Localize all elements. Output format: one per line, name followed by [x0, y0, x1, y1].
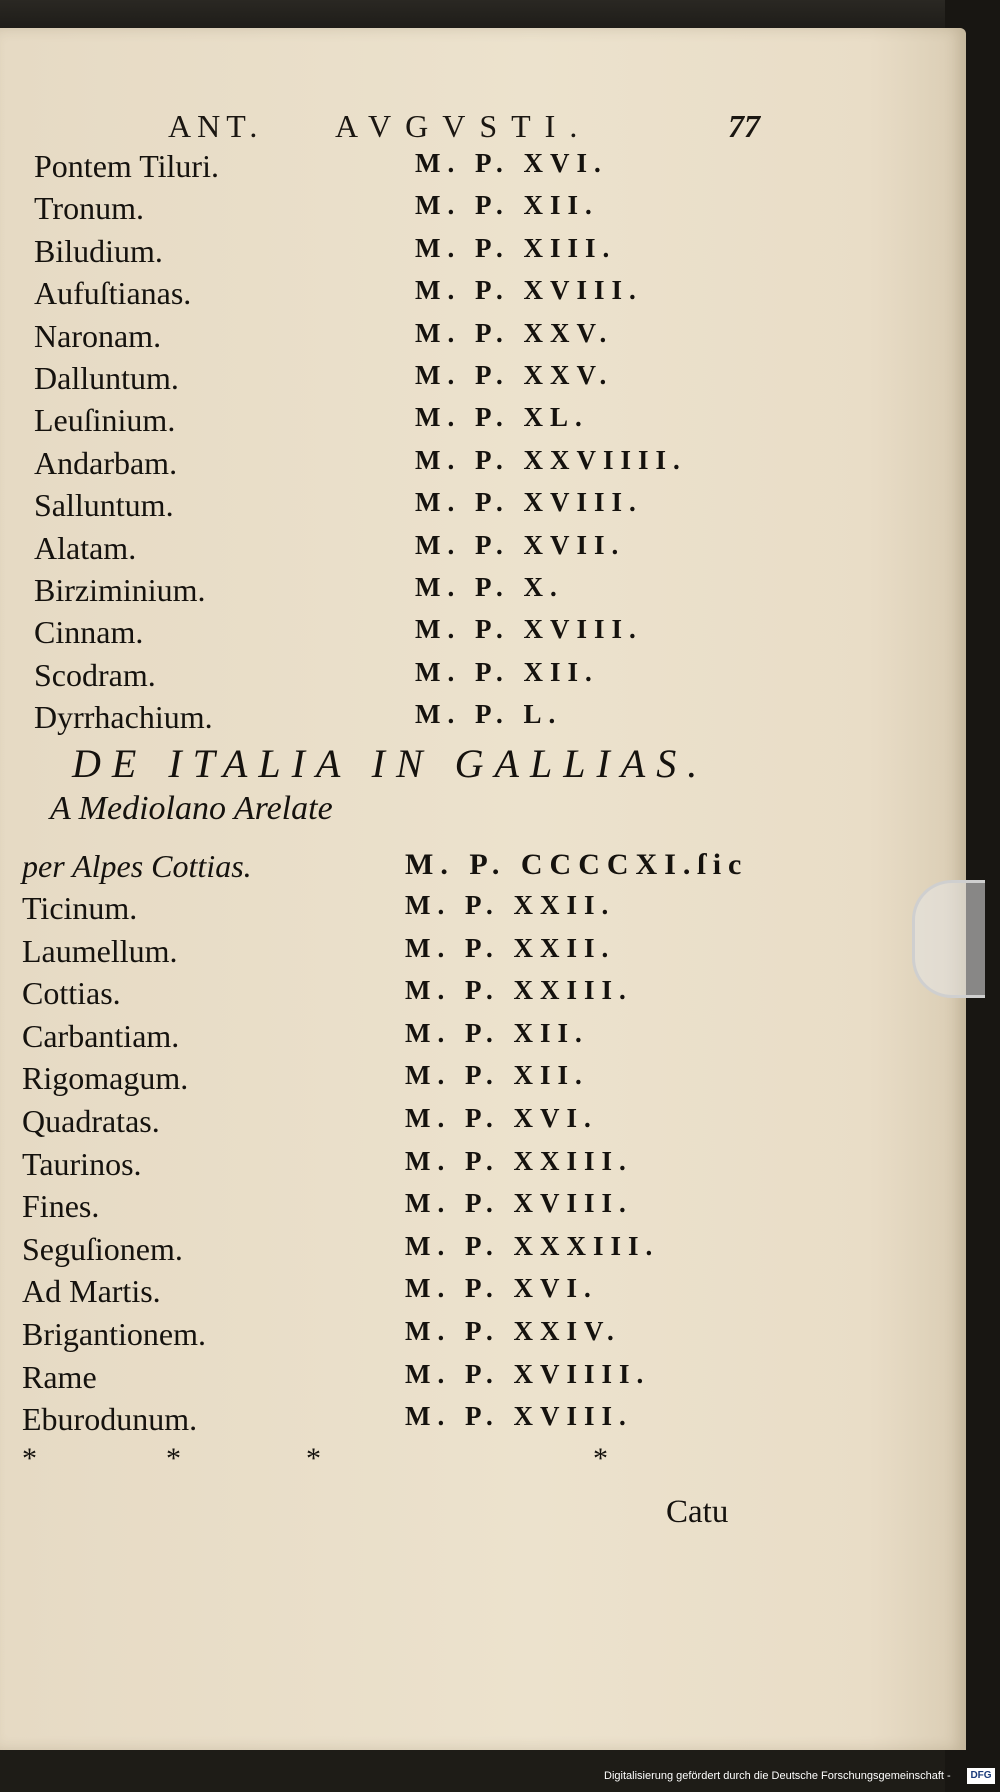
route-distance: M. P. XXXIII. — [405, 1230, 660, 1261]
route-distance: M. P. X. — [415, 572, 564, 602]
digitization-credit: Digitalisierung gefördert durch die Deutsche Forschungsgemeinschaft - — [604, 1770, 951, 1782]
route-row — [0, 890, 940, 930]
route-row — [0, 1188, 940, 1228]
route-row — [0, 275, 940, 315]
route-row — [0, 148, 940, 188]
route-place: Salluntum. — [34, 487, 174, 524]
route-row — [0, 360, 940, 400]
route-distance: M. P. XXV. — [415, 360, 614, 390]
route-distance: M. P. XII. — [405, 1017, 589, 1048]
route-row — [0, 402, 940, 442]
route-row — [0, 1060, 940, 1100]
route-row — [0, 487, 940, 527]
route-place: Rigomagum. — [22, 1060, 189, 1097]
route-distance: M. P. XL. — [415, 402, 589, 433]
route-row — [0, 1231, 940, 1271]
catchword: Catu — [666, 1494, 729, 1530]
route-place: Alatam. — [34, 529, 137, 566]
route-place: Eburodunum. — [22, 1401, 198, 1438]
ornament-star: * — [306, 1442, 321, 1475]
route-distance: M. P. XVIIII. — [405, 1358, 651, 1389]
route-distance: M. P. XXIII. — [405, 975, 633, 1006]
route-place: Ticinum. — [22, 890, 138, 926]
route-place: Andarbam. — [34, 444, 178, 481]
route-row — [0, 1273, 940, 1313]
route-row — [0, 699, 940, 739]
route-distance: M. P. XIII. — [415, 232, 617, 263]
route-distance: M. P. L. — [415, 699, 563, 730]
route-place: Pontem Tiluri. — [34, 148, 219, 184]
route-place: Quadratas. — [22, 1103, 160, 1139]
route-row — [0, 975, 940, 1015]
section-total-row — [0, 848, 940, 888]
route-row — [0, 530, 940, 570]
route-row — [0, 233, 940, 273]
route-place: per Alpes Cottias. — [22, 848, 252, 884]
route-place: Ad Martis. — [22, 1273, 161, 1310]
route-distance: M. P. XXV. — [415, 317, 614, 348]
route-place: Dalluntum. — [34, 360, 179, 396]
route-place: Biludium. — [34, 232, 163, 269]
route-row — [0, 1146, 940, 1186]
route-place: Leuſinium. — [34, 402, 176, 439]
section-title: DE ITALIA IN GALLIAS. — [72, 741, 709, 786]
route-row — [0, 933, 940, 973]
route-place: Aufuſtianas. — [34, 275, 192, 312]
route-row — [0, 657, 940, 697]
route-distance: M. P. XXII. — [405, 932, 616, 963]
route-place: Dyrrhachium. — [34, 699, 213, 736]
route-distance: M. P. XVI. — [405, 1103, 598, 1133]
running-header — [0, 108, 966, 152]
route-distance: M. P. XXIV. — [405, 1316, 621, 1346]
route-row — [0, 1103, 940, 1143]
route-place: Tronum. — [34, 190, 144, 227]
route-row — [0, 1018, 940, 1058]
route-row — [0, 1401, 940, 1441]
route-place: Fines. — [22, 1188, 100, 1225]
dfg-logo: DFG — [967, 1768, 995, 1784]
ornament-star: * — [22, 1442, 37, 1475]
route-place: Carbantiam. — [22, 1017, 180, 1054]
route-distance: M. P. XII. — [405, 1060, 589, 1091]
route-place: Rame — [22, 1358, 97, 1395]
ornament-star: * — [593, 1442, 608, 1475]
route-distance: M. P. XVIII. — [405, 1401, 633, 1432]
route-distance: M. P. XVIII. — [415, 614, 643, 645]
route-place: Laumellum. — [22, 932, 178, 969]
route-row — [0, 1359, 940, 1399]
route-distance: M. P. XXII. — [405, 890, 616, 920]
route-distance: M. P. XVIII. — [405, 1188, 633, 1219]
route-distance: M. P. XXVIIII. — [415, 444, 687, 475]
route-distance: M. P. XVI. — [415, 148, 608, 178]
route-distance: M. P. XVIII. — [415, 275, 643, 306]
route-row — [0, 445, 940, 485]
route-place: Cinnam. — [34, 614, 144, 651]
route-row — [0, 614, 940, 654]
route-place: Taurinos. — [22, 1145, 142, 1182]
route-place: Birziminium. — [34, 572, 206, 608]
route-distance: M. P. XVII. — [415, 529, 626, 560]
ornament-row — [0, 1442, 940, 1475]
section-subtitle: A Mediolano Arelate — [50, 790, 333, 827]
route-distance: M. P. XXIII. — [405, 1145, 633, 1176]
header-right: AVGVSTI. — [335, 108, 592, 144]
route-distance: M. P. XII. — [415, 656, 599, 687]
route-place: Seguſionem. — [22, 1230, 183, 1267]
route-place: Brigantionem. — [22, 1316, 206, 1352]
route-distance: M. P. XVIII. — [415, 487, 643, 518]
route-place: Cottias. — [22, 975, 121, 1012]
route-row — [0, 572, 940, 612]
header-left: ANT. — [168, 108, 264, 144]
route-distance: M. P. CCCCXI.ſic — [405, 848, 749, 881]
page-number: 77 — [728, 108, 760, 144]
ornament-star: * — [166, 1442, 181, 1475]
route-place: Scodram. — [34, 656, 156, 693]
route-distance: M. P. XII. — [415, 190, 599, 221]
route-row — [0, 318, 940, 358]
route-place: Naronam. — [34, 317, 162, 354]
route-distance: M. P. XVI. — [405, 1273, 598, 1304]
route-row — [0, 190, 940, 230]
route-row — [0, 1316, 940, 1356]
